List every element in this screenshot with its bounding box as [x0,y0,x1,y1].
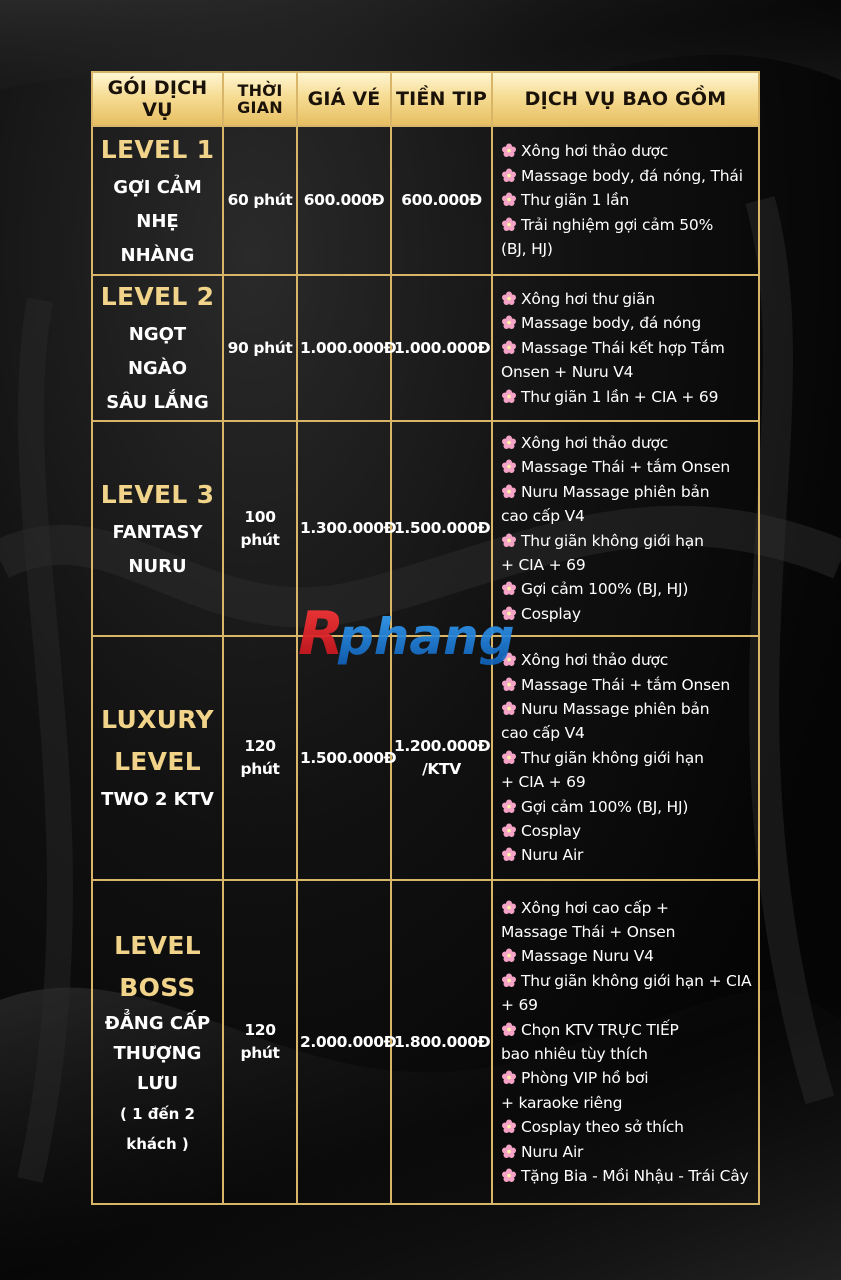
pink-flower-icon [501,530,517,544]
pink-flower-icon [501,189,517,203]
service-text: Thư giãn 1 lần + CIA + 69 [521,387,719,406]
pink-flower-icon [501,945,517,959]
pink-flower-icon [501,386,517,400]
service-item [501,920,752,944]
service-text: + karaoke riêng [501,1093,623,1112]
service-text: Xông hơi thảo dược [521,651,669,670]
service-text: Thư giãn không giới hạn [521,748,704,767]
services-cell [492,275,759,421]
level-title: LEVEL [114,931,201,960]
pink-flower-icon [501,165,517,179]
service-text: Massage body, đá nóng, Thái [521,166,743,185]
tip-cell: 1.500.000Đ [391,421,492,636]
level-title: LEVEL 1 [100,134,215,164]
pink-flower-icon [501,674,517,688]
time-cell: 120 phút [223,880,297,1204]
time-cell: 100 phút [223,421,297,636]
package-cell [92,636,223,880]
service-text: Cosplay [521,604,581,623]
service-text: Nuru Massage phiên bản [521,699,710,718]
price-cell: 1.000.000Đ [297,275,391,421]
services-list [501,287,752,409]
service-text: Chọn KTV TRỰC TIẾP [521,1020,679,1039]
service-text: Thư giãn 1 lần [521,191,630,210]
service-item [501,673,752,697]
service-text: Xông hơi thảo dược [521,433,669,452]
package-name: NGỌT NGÀO [127,324,188,379]
watermark-letter-r: R [298,604,345,666]
service-item [501,1042,752,1066]
header-tip: TIỀN TIP [391,72,492,126]
package-name: NURU [128,555,187,577]
service-text: + CIA + 69 [501,773,586,792]
watermark-logo [296,604,546,666]
pink-flower-icon [501,698,517,712]
services-cell [492,880,759,1204]
service-item [501,213,752,237]
pink-flower-icon [501,1116,517,1130]
pink-flower-icon [501,1141,517,1155]
price-cell: 600.000Đ [297,126,391,275]
services-list [501,431,752,626]
package-cell [92,421,223,636]
service-text: cao cấp V4 [501,724,585,743]
service-item [501,770,752,794]
service-text: bao nhiêu tùy thích [501,1045,648,1063]
services-cell [492,126,759,275]
service-item [501,455,752,479]
pink-flower-icon [501,337,517,351]
service-text: Massage body, đá nóng [521,314,702,333]
service-item [501,237,752,261]
package-name: SÂU LẮNG [106,392,209,413]
service-text: Gợi cảm 100% (BJ, HJ) [521,580,689,599]
service-item [501,746,752,770]
services-list [501,896,752,1189]
package-cell [92,126,223,275]
service-item [501,993,752,1017]
pink-flower-icon [501,970,517,984]
service-item [501,1066,752,1090]
service-text: Gợi cảm 100% (BJ, HJ) [521,797,689,816]
tip-cell: 600.000Đ [391,126,492,275]
table-row [92,275,759,421]
price-cell: 2.000.000Đ [297,880,391,1204]
table-row [92,636,759,880]
service-item [501,896,752,920]
pink-flower-icon [501,456,517,470]
level-title: LEVEL 2 [100,282,215,311]
service-item [501,311,752,335]
service-item [501,164,752,188]
package-name: ĐẲNG CẤP [104,1013,211,1034]
table-row [92,880,759,1204]
pink-flower-icon [501,288,517,302]
tip-cell [391,636,492,880]
service-item [501,480,752,504]
pink-flower-icon [501,844,517,858]
service-item [501,1091,752,1115]
service-text: Xông hơi thảo dược [521,142,669,161]
service-text: Massage Thái + tắm Onsen [521,458,731,477]
service-text: Phòng VIP hồ bơi [521,1069,649,1088]
service-text: Onsen + Nuru V4 [501,363,634,382]
service-item [501,385,752,409]
pink-flower-icon [501,747,517,761]
service-text: Massage Thái kết hợp Tắm [521,338,725,357]
level-title: LEVEL 3 [100,479,215,509]
service-text: Nuru Air [521,846,584,865]
service-item [501,431,752,455]
pink-flower-icon [501,578,517,592]
service-text: + 69 [501,996,538,1015]
services-list [501,139,752,261]
level-title: LEVEL [114,747,201,776]
pink-flower-icon [501,481,517,495]
service-item [501,1115,752,1139]
pink-flower-icon [501,214,517,228]
pink-flower-icon [501,140,517,154]
service-text: + CIA + 69 [501,555,586,574]
header-time: THỜI GIAN [223,72,297,126]
tip-cell: 1.800.000Đ [391,880,492,1204]
service-item [501,360,752,384]
service-item [501,1164,752,1188]
service-text: Nuru Massage phiên bản [521,482,710,501]
service-item [501,1018,752,1042]
services-cell [492,636,759,880]
service-text: Tặng Bia - Mồi Nhậu - Trái Cây [521,1167,749,1186]
header-includes: DỊCH VỤ BAO GỒM [492,72,759,126]
time-cell: 120 phút [223,636,297,880]
service-item [501,553,752,577]
level-title: BOSS [119,973,196,1002]
tip-cell: 1.000.000Đ [391,275,492,421]
service-item [501,795,752,819]
pink-flower-icon [501,796,517,810]
service-text: cao cấp V4 [501,507,585,526]
watermark-rest: phang [338,608,515,666]
pink-flower-icon [501,432,517,446]
tip-amount: 1.200.000Đ [394,737,491,755]
package-cell [92,880,223,1204]
pink-flower-icon [501,897,517,911]
package-cell [92,275,223,421]
service-text: Thư giãn không giới hạn + CIA [521,971,752,990]
service-text: Massage Thái + tắm Onsen [521,675,731,694]
service-item [501,697,752,721]
service-text: Massage Thái + Onsen [501,922,676,941]
price-cell: 1.500.000Đ [297,636,391,880]
service-item [501,969,752,993]
service-text: Trải nghiệm gợi cảm 50% [521,215,714,234]
pink-flower-icon [501,1019,517,1033]
service-item [501,287,752,311]
package-name: GỢI CẢM [113,176,202,198]
service-text: Thư giãn không giới hạn [521,531,704,550]
package-name: THƯỢNG LƯU [113,1043,202,1094]
service-item [501,944,752,968]
service-item [501,721,752,745]
pink-flower-icon [501,820,517,834]
header-price: GIÁ VÉ [297,72,391,126]
service-item [501,188,752,212]
service-text: Xông hơi thư giãn [521,289,655,308]
service-text: Cosplay [521,822,581,841]
service-text: Massage Nuru V4 [521,947,654,966]
guest-note: ( 1 đến 2 khách ) [120,1105,195,1153]
time-cell: 60 phút [223,126,297,275]
service-item [501,577,752,601]
service-item [501,529,752,553]
service-text: Nuru Air [521,1142,584,1161]
pink-flower-icon [501,1067,517,1081]
services-list [501,648,752,868]
pink-flower-icon [501,312,517,326]
time-cell: 90 phút [223,275,297,421]
header-package: GÓI DỊCH VỤ [92,72,223,126]
service-item [501,139,752,163]
package-name: NHẸ NHÀNG [120,210,195,266]
table-row [92,126,759,275]
service-item [501,504,752,528]
pink-flower-icon [501,1165,517,1179]
service-text: (BJ, HJ) [501,240,553,259]
package-name: FANTASY [112,521,203,543]
service-item [501,336,752,360]
level-title: LUXURY [101,705,214,734]
service-item [501,843,752,867]
service-item [501,819,752,843]
service-item [501,1140,752,1164]
table-header-row [92,72,759,126]
tip-unit: /KTV [422,760,461,778]
service-text: Xông hơi cao cấp + [521,898,669,917]
package-name: TWO 2 KTV [101,789,214,810]
price-cell: 1.300.000Đ [297,421,391,636]
service-text: Cosplay theo sở thích [521,1118,684,1137]
